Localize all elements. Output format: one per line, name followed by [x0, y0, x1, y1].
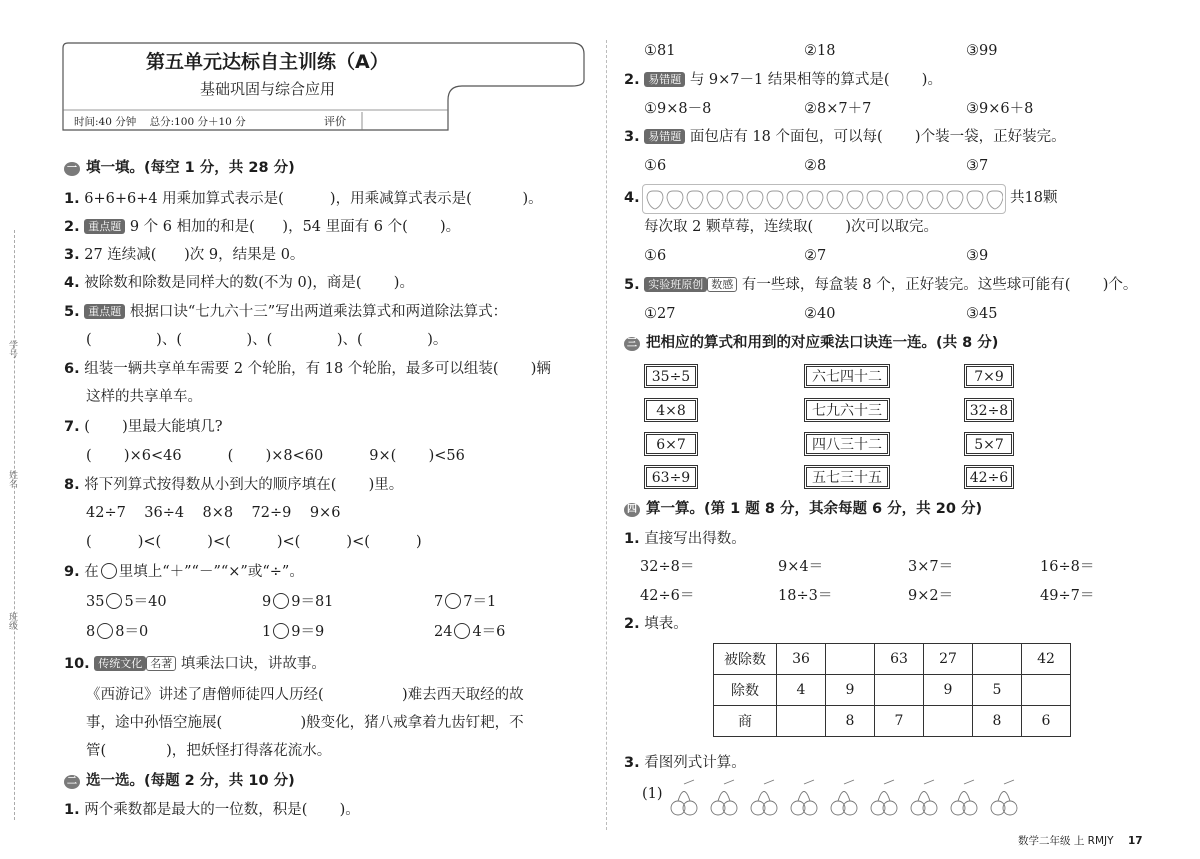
option[interactable]: ②40: [804, 306, 836, 322]
circle-icon[interactable]: [445, 593, 461, 609]
option[interactable]: ②18: [804, 43, 836, 59]
match-rhyme-item[interactable]: 六七四十二: [806, 366, 888, 386]
strawberry-row: [642, 184, 1006, 214]
error-prone-badge: 易错题: [644, 72, 685, 87]
key-question-badge: 重点题: [84, 304, 125, 319]
table-cell[interactable]: [777, 706, 826, 737]
footer-book-info: 数学二年级 上 RMJY: [1018, 835, 1114, 847]
section-4-heading: 四 算一算。(第 1 题 8 分，其余每题 6 分，共 20 分): [624, 500, 982, 518]
section-2-icon: 二: [64, 775, 80, 789]
option[interactable]: ①9×8－8: [644, 101, 712, 117]
section-1-icon: 一: [64, 162, 80, 176]
page-title: 第五单元达标自主训练（A）: [146, 51, 389, 73]
calc-item[interactable]: 9×4＝: [778, 559, 824, 575]
section-3-icon: 三: [624, 337, 640, 351]
table-row: [714, 706, 1071, 737]
option[interactable]: ②8: [804, 158, 827, 174]
table-cell[interactable]: 8: [826, 706, 875, 737]
table-row: [714, 675, 1071, 706]
table-cell[interactable]: 27: [924, 644, 973, 675]
table-cell[interactable]: 5: [973, 675, 1022, 706]
calc-item[interactable]: 16÷8＝: [1040, 559, 1095, 575]
option[interactable]: ③45: [966, 306, 998, 322]
fill-table: [713, 643, 1071, 737]
section-4-icon: 四: [624, 503, 640, 517]
table-cell[interactable]: 36: [777, 644, 826, 675]
option[interactable]: ①27: [644, 306, 676, 322]
option[interactable]: ①6: [644, 158, 667, 174]
circle-icon[interactable]: [454, 623, 470, 639]
match-right-item[interactable]: 42÷6: [966, 467, 1012, 487]
table-cell[interactable]: 4: [777, 675, 826, 706]
circle-icon: [101, 563, 117, 579]
table-header-cell: 被除数: [714, 644, 777, 675]
classic-badge: 名著: [146, 656, 176, 671]
calc-item[interactable]: 42÷6＝: [640, 588, 695, 604]
table-cell[interactable]: [875, 675, 924, 706]
calc-item[interactable]: 32÷8＝: [640, 559, 695, 575]
key-question-badge: 重点题: [84, 219, 125, 234]
page-divider: [606, 40, 607, 830]
operator-item: 35 5＝40: [86, 594, 167, 610]
option[interactable]: ②8×7＋7: [804, 101, 872, 117]
number-sense-badge: 数感: [707, 277, 737, 292]
match-rhyme-item[interactable]: 七九六十三: [806, 400, 888, 420]
binding-line: [14, 230, 16, 820]
circle-icon[interactable]: [106, 593, 122, 609]
table-header-cell: 除数: [714, 675, 777, 706]
match-left-item[interactable]: 63÷9: [646, 467, 696, 487]
option[interactable]: ③9: [966, 248, 989, 264]
table-cell[interactable]: [973, 644, 1022, 675]
original-badge: 实验班原创: [644, 277, 707, 292]
table-cell[interactable]: [826, 644, 875, 675]
strawberry-count: 共18颗: [1010, 190, 1058, 206]
page-number: 17: [1128, 835, 1143, 847]
option[interactable]: ②7: [804, 248, 827, 264]
section-2-heading: 二 选一选。(每题 2 分，共 10 分): [64, 772, 295, 790]
circle-icon[interactable]: [273, 593, 289, 609]
table-cell[interactable]: [1022, 675, 1071, 706]
side-label-name: 姓名: [7, 470, 17, 488]
error-prone-badge: 易错题: [644, 129, 685, 144]
table-cell[interactable]: 9: [924, 675, 973, 706]
culture-badge: 传统文化: [94, 656, 146, 671]
question-2-2: 2. 易错题 与 9×7－1 结果相等的算式是( )。: [624, 72, 942, 88]
calc-item[interactable]: 18÷3＝: [778, 588, 833, 604]
calc-item[interactable]: 9×2＝: [908, 588, 954, 604]
question-1-8-expressions: 42÷7 36÷4 8×8 72÷9 9×6: [86, 505, 341, 521]
question-4-2: 2. 填表。: [624, 616, 688, 632]
side-label-class: 班级: [7, 612, 17, 630]
option[interactable]: ①81: [644, 43, 676, 59]
question-1-4: 4. 被除数和除数是同样大的数(不为 0)，商是( )。: [64, 275, 414, 291]
match-left-item[interactable]: 35÷5: [646, 366, 696, 386]
table-cell[interactable]: [924, 706, 973, 737]
operator-item: 24 4＝6: [434, 624, 506, 640]
question-2-4-number: 4.: [624, 190, 640, 206]
table-cell[interactable]: 8: [973, 706, 1022, 737]
question-4-3: 3. 看图列式计算。: [624, 755, 746, 771]
operator-item: 7 7＝1: [434, 594, 497, 610]
option[interactable]: ①6: [644, 248, 667, 264]
page-subtitle: 基础巩固与综合应用: [200, 80, 336, 98]
operator-item: 1 9＝9: [262, 624, 325, 640]
time-score-info: 时间:40 分钟 总分:100 分＋10 分: [74, 116, 246, 128]
calc-item[interactable]: 49÷7＝: [1040, 588, 1095, 604]
option[interactable]: ③99: [966, 43, 998, 59]
match-rhyme-item[interactable]: 五七三十五: [806, 467, 888, 487]
question-1-5-answers: ( )、( )、( )、( )。: [86, 332, 448, 348]
strawberry-icons: [643, 185, 1003, 211]
match-right-item[interactable]: 7×9: [966, 366, 1012, 386]
question-1-1: 1. 6+6+6+4 用乘加算式表示是( )，用乘减算式表示是( )。: [64, 191, 543, 207]
table-header-cell: 商: [714, 706, 777, 737]
match-right-item[interactable]: 5×7: [966, 434, 1012, 454]
question-1-5: 5. 重点题 根据口诀“七九六十三”写出两道乘法算式和两道除法算式：: [64, 304, 508, 320]
table-row: [714, 644, 1071, 675]
table-cell[interactable]: 9: [826, 675, 875, 706]
question-2-5: 5. 实验班原创 数感 有一些球，每盒装 8 个，正好装完。这些球可能有( )个。: [624, 277, 1138, 293]
question-2-3: 3. 易错题 面包店有 18 个面包，可以每( )个装一袋，正好装完。: [624, 129, 1066, 145]
table-cell[interactable]: 7: [875, 706, 924, 737]
question-1-6-cont: 这样的共享单车。: [86, 389, 202, 405]
operator-item: 8 8＝0: [86, 624, 149, 640]
question-1-7-items: ( )×6<46 ( )×8<60 9×( )<56: [86, 448, 465, 464]
match-left-item[interactable]: 4×8: [646, 400, 696, 420]
question-1-9: 9. 在 里填上“＋”“－”“×”或“÷”。: [64, 564, 304, 580]
question-1-10-line3: 事，途中孙悟空施展( )般变化，猪八戒拿着九齿钉耙，不: [86, 715, 524, 731]
question-1-10-line4: 管( )，把妖怪打得落花流水。: [86, 743, 332, 759]
side-label-student-id: 学号: [7, 340, 17, 358]
operator-item: 9 9＝81: [262, 594, 334, 610]
evaluation-label: 评价: [324, 115, 346, 128]
table-cell[interactable]: 42: [1022, 644, 1071, 675]
question-2-4: 每次取 2 颗草莓，连续取( )次可以取完。: [644, 219, 939, 235]
option[interactable]: ③7: [966, 158, 989, 174]
question-4-3-sub: (1): [642, 786, 663, 802]
calc-item[interactable]: 3×7＝: [908, 559, 954, 575]
circle-icon[interactable]: [273, 623, 289, 639]
question-4-1: 1. 直接写出得数。: [624, 531, 746, 547]
question-1-6: 6. 组装一辆共享单车需要 2 个轮胎，有 18 个轮胎，最多可以组装( )辆: [64, 361, 551, 377]
match-right-item[interactable]: 32÷8: [966, 400, 1012, 420]
match-rhyme-item[interactable]: 四八三十二: [806, 434, 888, 454]
option[interactable]: ③9×6＋8: [966, 101, 1034, 117]
question-2-1: 1. 两个乘数都是最大的一位数，积是( )。: [64, 802, 360, 818]
question-1-8: 8. 将下列算式按得数从小到大的顺序填在( )里。: [64, 477, 404, 493]
cherry-illustration: [664, 778, 1034, 822]
question-1-7: 7. ( )里最大能填几?: [64, 419, 223, 435]
circle-icon[interactable]: [97, 623, 113, 639]
question-1-10: 10. 传统文化 名著 填乘法口诀，讲故事。: [64, 656, 326, 672]
question-1-10-line2: 《西游记》讲述了唐僧师徒四人历经( )难去西天取经的故: [86, 687, 524, 703]
section-1-heading: 一 填一填。(每空 1 分，共 28 分): [64, 159, 295, 177]
question-1-2: 2. 重点题 9 个 6 相加的和是( )，54 里面有 6 个( )。: [64, 219, 461, 235]
match-left-item[interactable]: 6×7: [646, 434, 696, 454]
section-3-heading: 三 把相应的算式和用到的对应乘法口诀连一连。(共 8 分): [624, 334, 998, 352]
table-cell[interactable]: 63: [875, 644, 924, 675]
question-1-8-order: ( )<( )<( )<( )<( ): [86, 534, 422, 550]
question-1-3: 3. 27 连续减( )次 9，结果是 0。: [64, 247, 305, 263]
table-cell[interactable]: 6: [1022, 706, 1071, 737]
